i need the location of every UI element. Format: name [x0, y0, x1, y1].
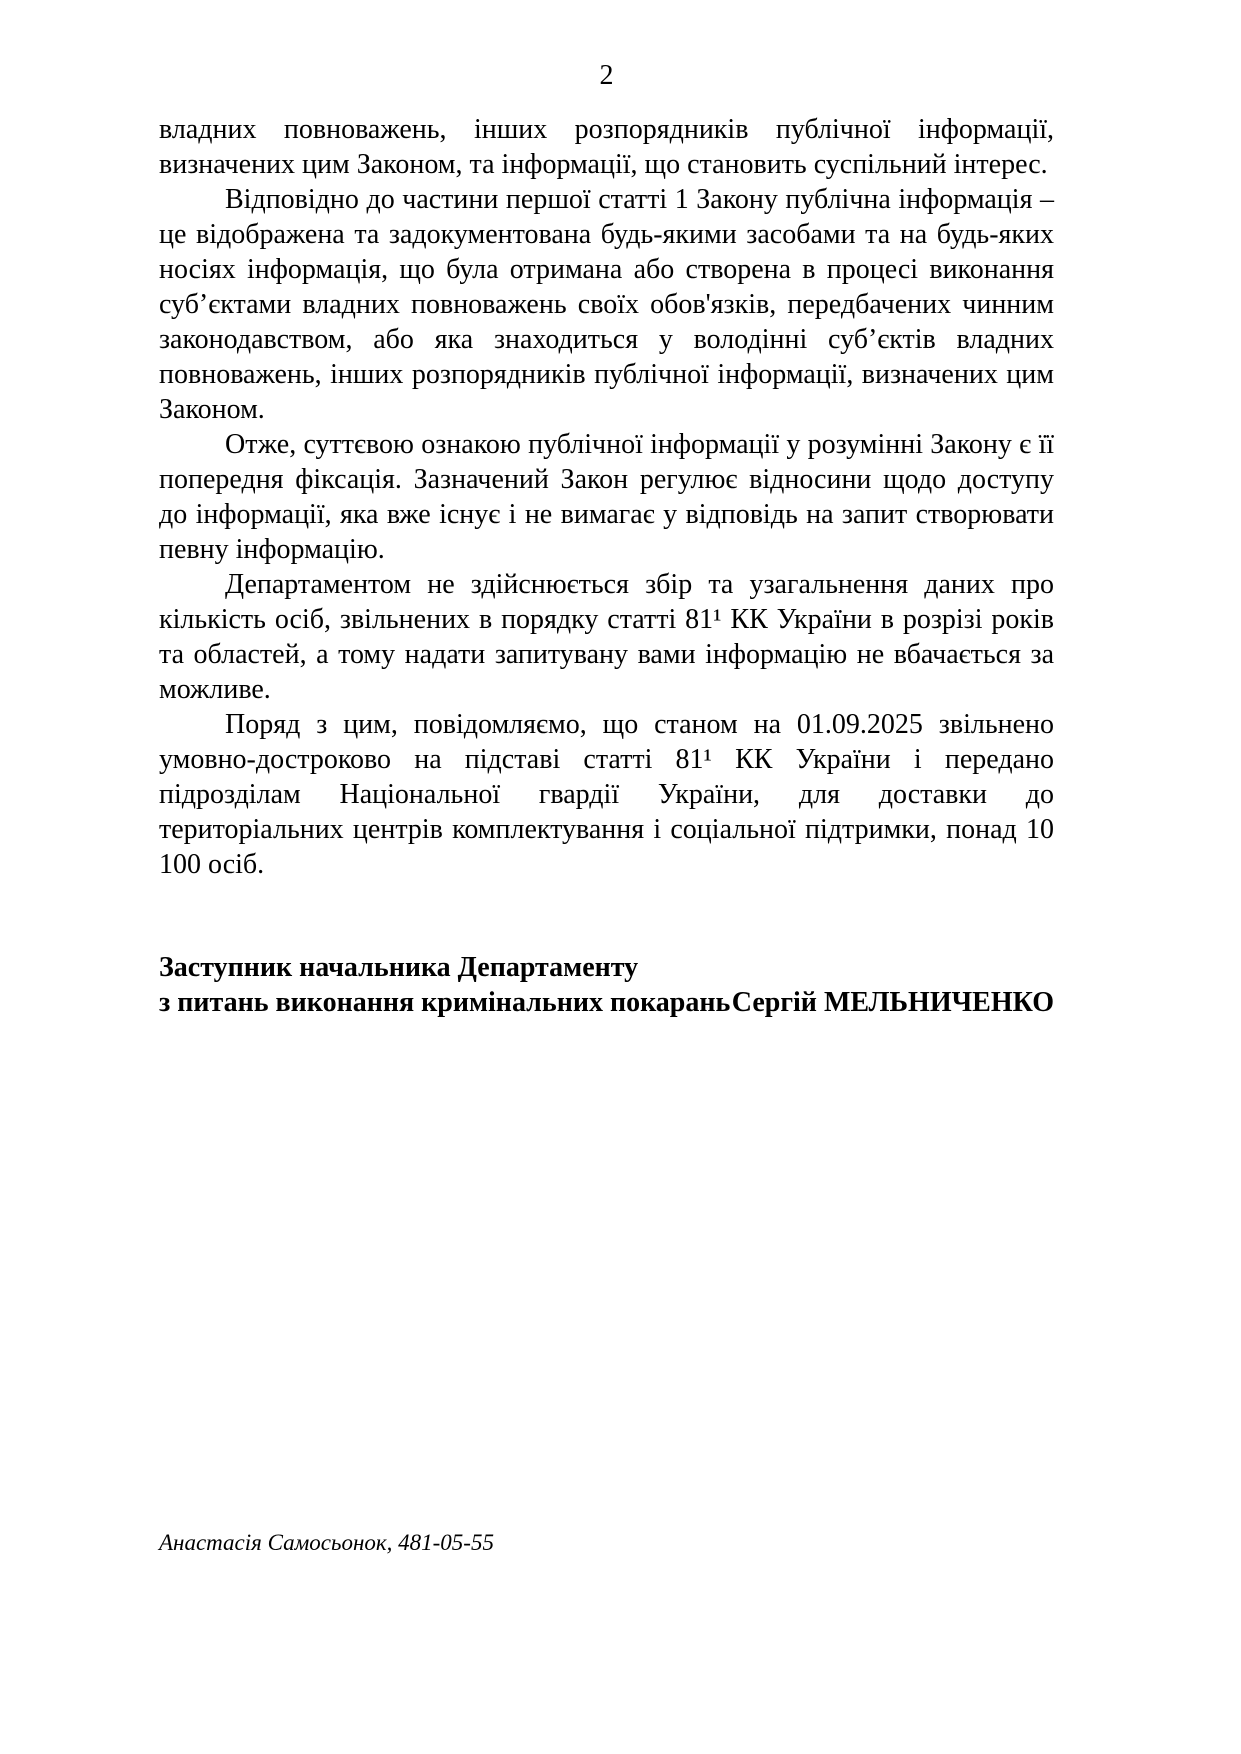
signature-block — [159, 950, 1054, 1020]
signer-title-line2: з питань виконання кримінальних покарань — [159, 987, 731, 1018]
letter-body — [159, 112, 1054, 882]
paragraph-continuation: владних повноважень, інших розпорядників публічної інформації, визначених цим Законом, та інформації, що становить суспільний інтерес. — [159, 114, 1054, 180]
paragraph-fixation: Отже, суттєвою ознакою публічної інформації у розумінні Закону є її попередня фіксація. Зазначений Закон регулює відносини щодо доступу до інформації, яка вже існує і не вимагає у відповідь на запит створювати певну інформацію. — [159, 429, 1054, 565]
signer-title-line1: Заступник начальника Департаменту — [159, 952, 639, 983]
executor-note: Анастасія Самосьонок, 481-05-55 — [159, 1530, 494, 1555]
paragraph-law-definition: Відповідно до частини першої статті 1 Закону публічна інформація – це відображена та задокументована будь-якими засобами та на будь-яких носіях інформація, що була отримана або створена в процесі виконання суб’єктами владних повноважень своїх обов'язків, передбачених чинним законодавством, або яка знаходиться у володінні суб’єктів владних повноважень, інших розпорядників публічної інформації, визначених цим Законом. — [159, 184, 1054, 425]
signer-name: Сергій МЕЛЬНИЧЕНКО — [731, 987, 1054, 1018]
paragraph-no-data-collected: Департаментом не здійснюється збір та узагальнення даних про кількість осіб, звільнених в порядку статті 81¹ КК України в розрізі років та областей, а тому надати запитувану вами інформацію не вбачається за можливе. — [159, 569, 1054, 705]
paragraph-statistics: Поряд з цим, повідомляємо, що станом на 01.09.2025 звільнено умовно-достроково на підставі статті 81¹ КК України і передано підрозділам Національної гвардії України, для доставки до територіальних центрів комплектування і соціальної підтримки, понад 10 100 осіб. — [159, 709, 1054, 880]
page-number: 2 — [599, 60, 614, 91]
signature-row — [159, 985, 1054, 1020]
